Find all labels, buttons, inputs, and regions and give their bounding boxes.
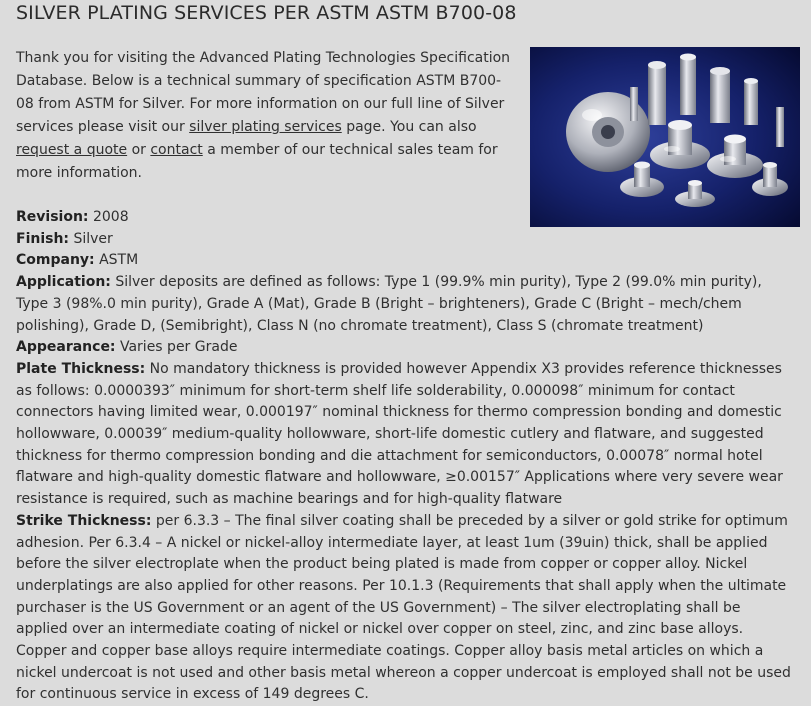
spec-value: Varies per Grade xyxy=(115,339,238,356)
silver-plating-services-link[interactable]: silver plating services xyxy=(189,119,342,135)
spec-summary xyxy=(16,207,796,706)
spec-value: No mandatory thickness is provided however Appendix X3 provides reference thicknesses as follows: 0.0000393″ minimum for short-term shelf life solderability, 0.000098″ minimum for contact connectors having limited wear, 0.000197″ nominal thickness for thermo compression bonding and domestic hollowware, 0.00039″ medium-quality hollowware, short-life domestic cutlery and flatware, and suggested thickness for thermo compression bonding and die attachment for semiconductors, 0.00078″ normal hotel flatware and high-quality domestic flatware and hollowware, ≥0.00157″ Applications where very severe wear resistance is required, such as machine bearings and for high-quality flatware xyxy=(16,360,783,508)
intro-paragraph xyxy=(16,47,512,185)
page-title: SILVER PLATING SERVICES PER ASTM ASTM B700-08 xyxy=(16,2,517,24)
spec-value: per 6.3.3 – The final silver coating shall be preceded by a silver or gold strike for optimum adhesion. Per 6.3.4 – A nickel or nickel-alloy intermediate layer, at least 1um (39uin) thick, shall be applied before the silver electroplate when the product being plated is made from copper or copper alloy. Nickel underplatings are also applied for other reasons. Per 10.1.3 (Requirements that shall apply when the ultimate purchaser is the US Government or an agent of the US Government) – The silver electroplating shall be applied over an intermediate coating of nickel or nickel over copper on steel, zinc, and zinc base alloys. Copper and copper base alloys require intermediate coatings. Copper alloy basis metal articles on which a nickel undercoat is not used and other basis metal whereon a copper undercoat is employed shall not be used for continuous service in excess of 149 degrees C. xyxy=(16,512,791,703)
spec-label: Appearance: xyxy=(16,339,116,356)
request-quote-link[interactable]: request a quote xyxy=(16,142,128,158)
spec-label: Revision: xyxy=(16,209,89,225)
spec-label: Application: xyxy=(16,274,111,291)
spec-plate-thickness xyxy=(16,359,796,511)
spec-company xyxy=(16,250,796,272)
spec-label: Company: xyxy=(16,252,95,269)
spec-revision xyxy=(16,207,796,229)
spec-strike-thickness xyxy=(16,511,796,706)
intro-text: Thank you for visiting the Advanced Plating Technologies Specification Database. Below is a technical summary of specification ASTM B700-08 from ASTM for Silver. For more information on our full line of Silver services please visit our xyxy=(16,50,511,135)
spec-value: ASTM xyxy=(94,252,139,269)
spec-value: Silver deposits are defined as follows: Type 1 (99.9% min purity), Type 2 (99.0% min purity), Type 3 (98%.0 min purity), Grade A (Mat), Grade B (Bright – brighteners), Grade C (Bright – mech/chem polishing), Grade D, (Semibright), Class N (no chromate treatment), Class S (chromate treatment) xyxy=(16,274,762,334)
spec-label: Plate Thickness: xyxy=(16,360,146,377)
spec-label: Finish: xyxy=(16,230,70,247)
spec-value: 2008 xyxy=(88,209,129,225)
contact-link[interactable]: contact xyxy=(150,142,203,158)
spec-application xyxy=(16,272,796,337)
spec-appearance xyxy=(16,337,796,359)
intro-text: or xyxy=(127,142,151,158)
spec-finish xyxy=(16,229,796,251)
intro-text: a member of our technical sales team for more information. xyxy=(16,142,498,181)
silver-plated-parts-image xyxy=(530,47,800,227)
intro-text: page. You can also xyxy=(341,119,477,135)
spec-label: Strike Thickness: xyxy=(16,512,152,529)
spec-value: Silver xyxy=(69,230,113,247)
